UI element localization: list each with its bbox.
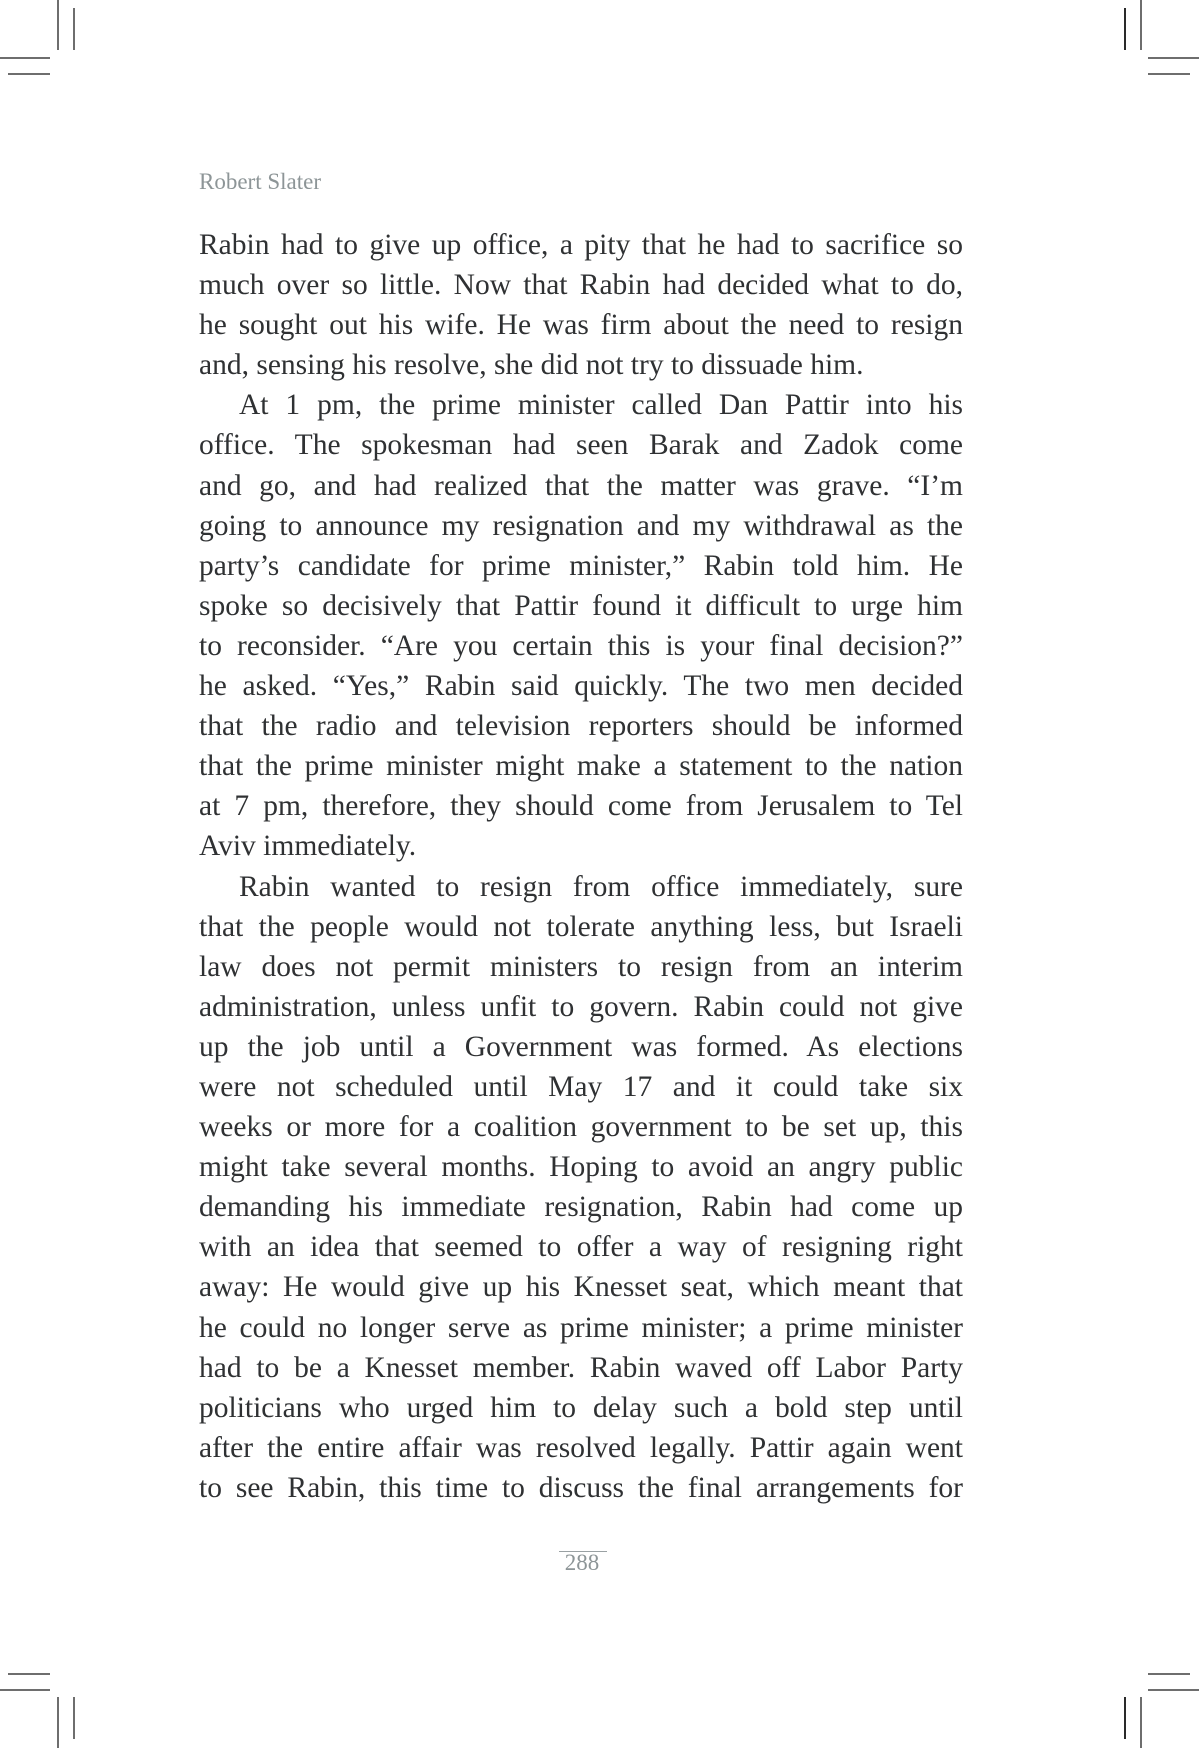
crop-mark-top-right-horizontal-outer [1148,57,1199,59]
text-line: to see Rabin, this time to discuss the final arrangements for [199,1471,963,1504]
crop-mark-bottom-left-horizontal-outer [0,1689,50,1691]
text-line: administration, unless unfit to govern. Rabin could not give [199,990,963,1023]
text-line: spoke so decisively that Pattir found it difficult to urge him [199,589,963,622]
text-line: at 7 pm, therefore, they should come from Jerusalem to Tel [199,790,963,823]
crop-mark-top-left-vertical-inner [73,8,75,50]
body-text [199,225,963,1508]
crop-mark-bottom-right-horizontal-inner [1148,1673,1190,1675]
text-line: and, sensing his resolve, she did not try to dissuade him. [199,349,864,382]
crop-mark-top-right-horizontal-inner [1148,73,1190,75]
text-line: up the job until a Government was formed. As elections [199,1030,963,1063]
text-line: were not scheduled until May 17 and it could take six [199,1070,963,1103]
text-line: with an idea that seemed to offer a way of resigning right [199,1231,963,1264]
text-line: Aviv immediately. [199,830,417,863]
text-line: and go, and had realized that the matter was grave. “I’m [199,469,963,502]
text-line-paragraph-start: At 1 pm, the prime minister called Dan Pattir into his [239,389,963,422]
text-line: Rabin had to give up office, a pity that he had to sacrifice so [199,229,963,261]
running-head-author: Robert Slater [199,169,321,194]
crop-mark-bottom-left-vertical-outer [57,1697,59,1748]
text-line: party’s candidate for prime minister,” Rabin told him. He [199,549,963,582]
crop-mark-top-right-vertical-inner [1124,8,1126,50]
text-line: that the radio and television reporters should be informed [199,710,963,743]
text-line: had to be a Knesset member. Rabin waved off Labor Party [199,1351,963,1384]
crop-mark-top-left-vertical-outer [57,0,59,50]
text-line: office. The spokesman had seen Barak and Zadok come [199,429,963,462]
crop-mark-top-right-vertical-outer [1140,0,1142,50]
text-line: away: He would give up his Knesset seat, which meant that [199,1271,963,1304]
text-line: weeks or more for a coalition government to be set up, this [199,1111,963,1144]
text-line: law does not permit ministers to resign from an interim [199,950,963,983]
page-number: 288 [564,1550,600,1575]
text-line: might take several months. Hoping to avoid an angry public [199,1151,963,1184]
text-line: that the prime minister might make a statement to the nation [199,750,963,783]
crop-mark-bottom-right-horizontal-outer [1148,1689,1199,1691]
crop-mark-bottom-left-horizontal-inner [8,1673,50,1675]
text-line: politicians who urged him to delay such a bold step until [199,1391,963,1424]
text-line: he sought out his wife. He was firm about the need to resign [199,309,963,342]
text-line: going to announce my resignation and my withdrawal as the [199,509,963,542]
crop-mark-top-left-horizontal-inner [8,73,50,75]
crop-mark-top-left-horizontal-outer [0,57,50,59]
text-line: to reconsider. “Are you certain this is your final decision?” [199,629,963,662]
text-line: demanding his immediate resignation, Rabin had come up [199,1191,963,1224]
crop-mark-bottom-left-vertical-inner [73,1697,75,1739]
text-line: much over so little. Now that Rabin had decided what to do, [199,269,963,302]
crop-mark-bottom-right-vertical-outer [1140,1697,1142,1748]
text-line: he asked. “Yes,” Rabin said quickly. The two men decided [199,670,963,703]
text-line: that the people would not tolerate anything less, but Israeli [199,910,963,943]
crop-mark-bottom-right-vertical-inner [1124,1697,1126,1739]
text-line-paragraph-start: Rabin wanted to resign from office immediately, sure [239,870,963,903]
text-line: after the entire affair was resolved legally. Pattir again went [199,1431,963,1464]
text-line: he could no longer serve as prime minister; a prime minister [199,1311,963,1344]
